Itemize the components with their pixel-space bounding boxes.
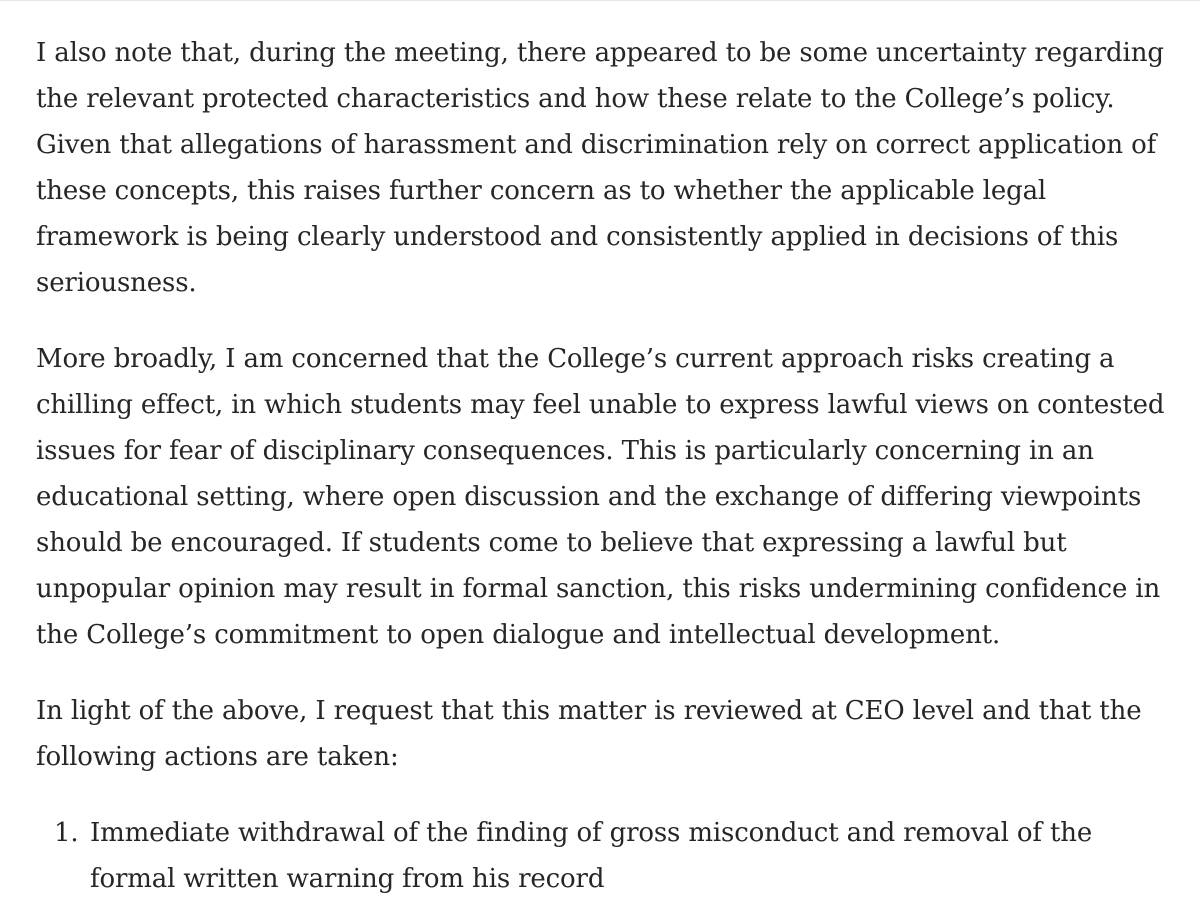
paragraph-request: In light of the above, I request that this matter is reviewed at CEO level and that the following actions are taken: [36, 696, 1142, 772]
list-number: 1. [54, 818, 79, 848]
requested-actions-list [36, 810, 1166, 902]
paragraph-uncertainty: I also note that, during the meeting, there appeared to be some uncertainty regarding the relevant protected characteristics and how these relate to the College’s policy. Given that allegations of harassment and discrimination rely on correct application of these concepts, this raises further concern as to whether the applicable legal framework is being clearly understood and consistently applied in decisions of this seriousness. [36, 38, 1164, 298]
list-item [36, 810, 1166, 902]
paragraph-chilling-effect: More broadly, I am concerned that the College’s current approach risks creating a chilling effect, in which students may feel unable to express lawful views on contested issues for fear of disciplinary consequences. This is particularly concerning in an educational setting, where open discussion and the exchange of differing viewpoints should be encouraged. If students come to believe that expressing a lawful but unpopular opinion may result in formal sanction, this risks undermining confidence in the College’s commitment to open dialogue and intellectual development. [36, 344, 1165, 650]
top-divider [0, 0, 1200, 1]
list-item-text: Immediate withdrawal of the finding of gross misconduct and removal of the formal written warning from his record [90, 818, 1093, 894]
letter-body [36, 30, 1166, 902]
